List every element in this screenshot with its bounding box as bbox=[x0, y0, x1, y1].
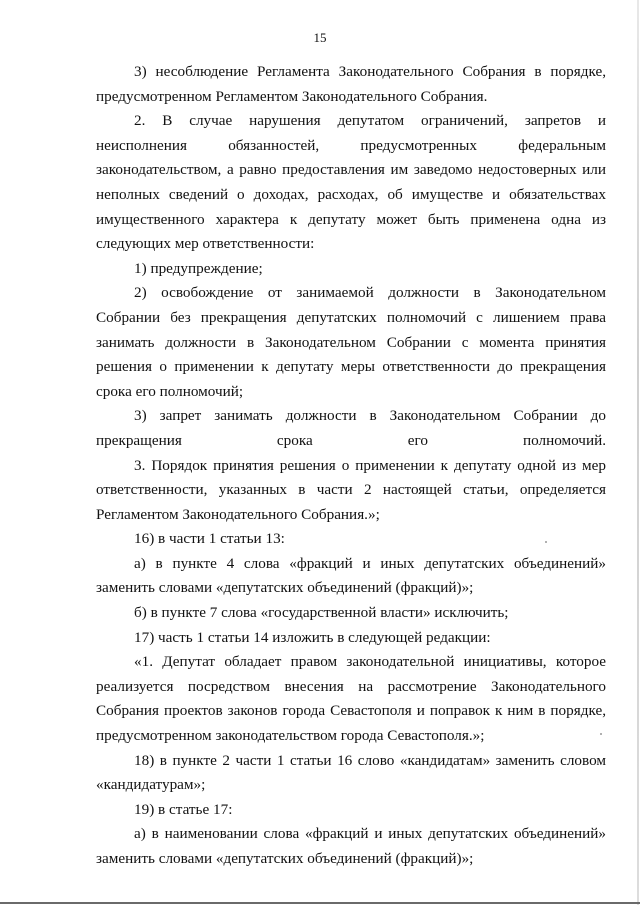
paragraph-quoted-part-1: «1. Депутат обладает правом законодательной инициативы, которое реализуется посредством внесения на рассмотрение Законодательного Собрания проектов законов города Севастополя и поправок к ним в порядке, предусмотренном законодательством города Севастополя.»; bbox=[96, 653, 606, 745]
document-body bbox=[96, 60, 606, 872]
paragraph-item-17: 17) часть 1 статьи 14 изложить в следующей редакции: bbox=[134, 628, 491, 646]
paragraph-item-16a: а) в пункте 4 слова «фракций и иных депутатских объединений» заменить словами «депутатских объединений (фракций)»; bbox=[96, 554, 606, 597]
paragraph-item-16b: б) в пункте 7 слова «государственной власти» исключить; bbox=[134, 604, 509, 622]
paragraph-part-2: 2. В случае нарушения депутатом ограничений, запретов и неисполнения обязанностей, предусмотренных федеральным законодательством, а равно предоставления им заведомо недостоверных или неполных сведений о доходах, расходах, об имуществе и обязательствах имущественного характера к депутату может быть применена одна из следующих мер ответственности: bbox=[96, 112, 606, 253]
scan-speck bbox=[600, 733, 602, 735]
scan-speck bbox=[545, 541, 547, 543]
paragraph-release-from-position: 2) освобождение от занимаемой должности в Законодательном Собрании без прекращения депутатских полномочий с лишением права занимать должности в Законодательном Собрании с момента принятия решения о применении к депутату меры ответственности до прекращения срока его полномочий; bbox=[96, 284, 606, 400]
paragraph-ban-on-positions: 3) запрет занимать должности в Законодательном Собрании до прекращения срока его полномочий. bbox=[96, 407, 606, 449]
paragraph-item-18: 18) в пункте 2 части 1 статьи 16 слово «кандидатам» заменить словом «кандидатурам»; bbox=[96, 751, 606, 794]
paragraph-item-19a: а) в наименовании слова «фракций и иных депутатских объединений» заменить словами «депутатских объединений (фракций)»; bbox=[96, 825, 606, 867]
paragraph-item-16: 16) в части 1 статьи 13: bbox=[134, 530, 285, 548]
paragraph-part-3: 3. Порядок принятия решения о применении к депутату одной из мер ответственности, указанных в части 2 настоящей статьи, определяется Регламентом Законодательного Собрания.»; bbox=[96, 456, 606, 523]
scan-edge-bottom bbox=[0, 902, 640, 904]
paragraph-item-19: 19) в статье 17: bbox=[134, 800, 233, 818]
page-number: 15 bbox=[313, 30, 327, 45]
paragraph-warning: 1) предупреждение; bbox=[134, 259, 263, 277]
scan-edge-right bbox=[637, 0, 639, 905]
paragraph-item-3-violation: 3) несоблюдение Регламента Законодательного Собрания в порядке, предусмотренном Регламентом Законодательного Собрания. bbox=[96, 63, 606, 105]
